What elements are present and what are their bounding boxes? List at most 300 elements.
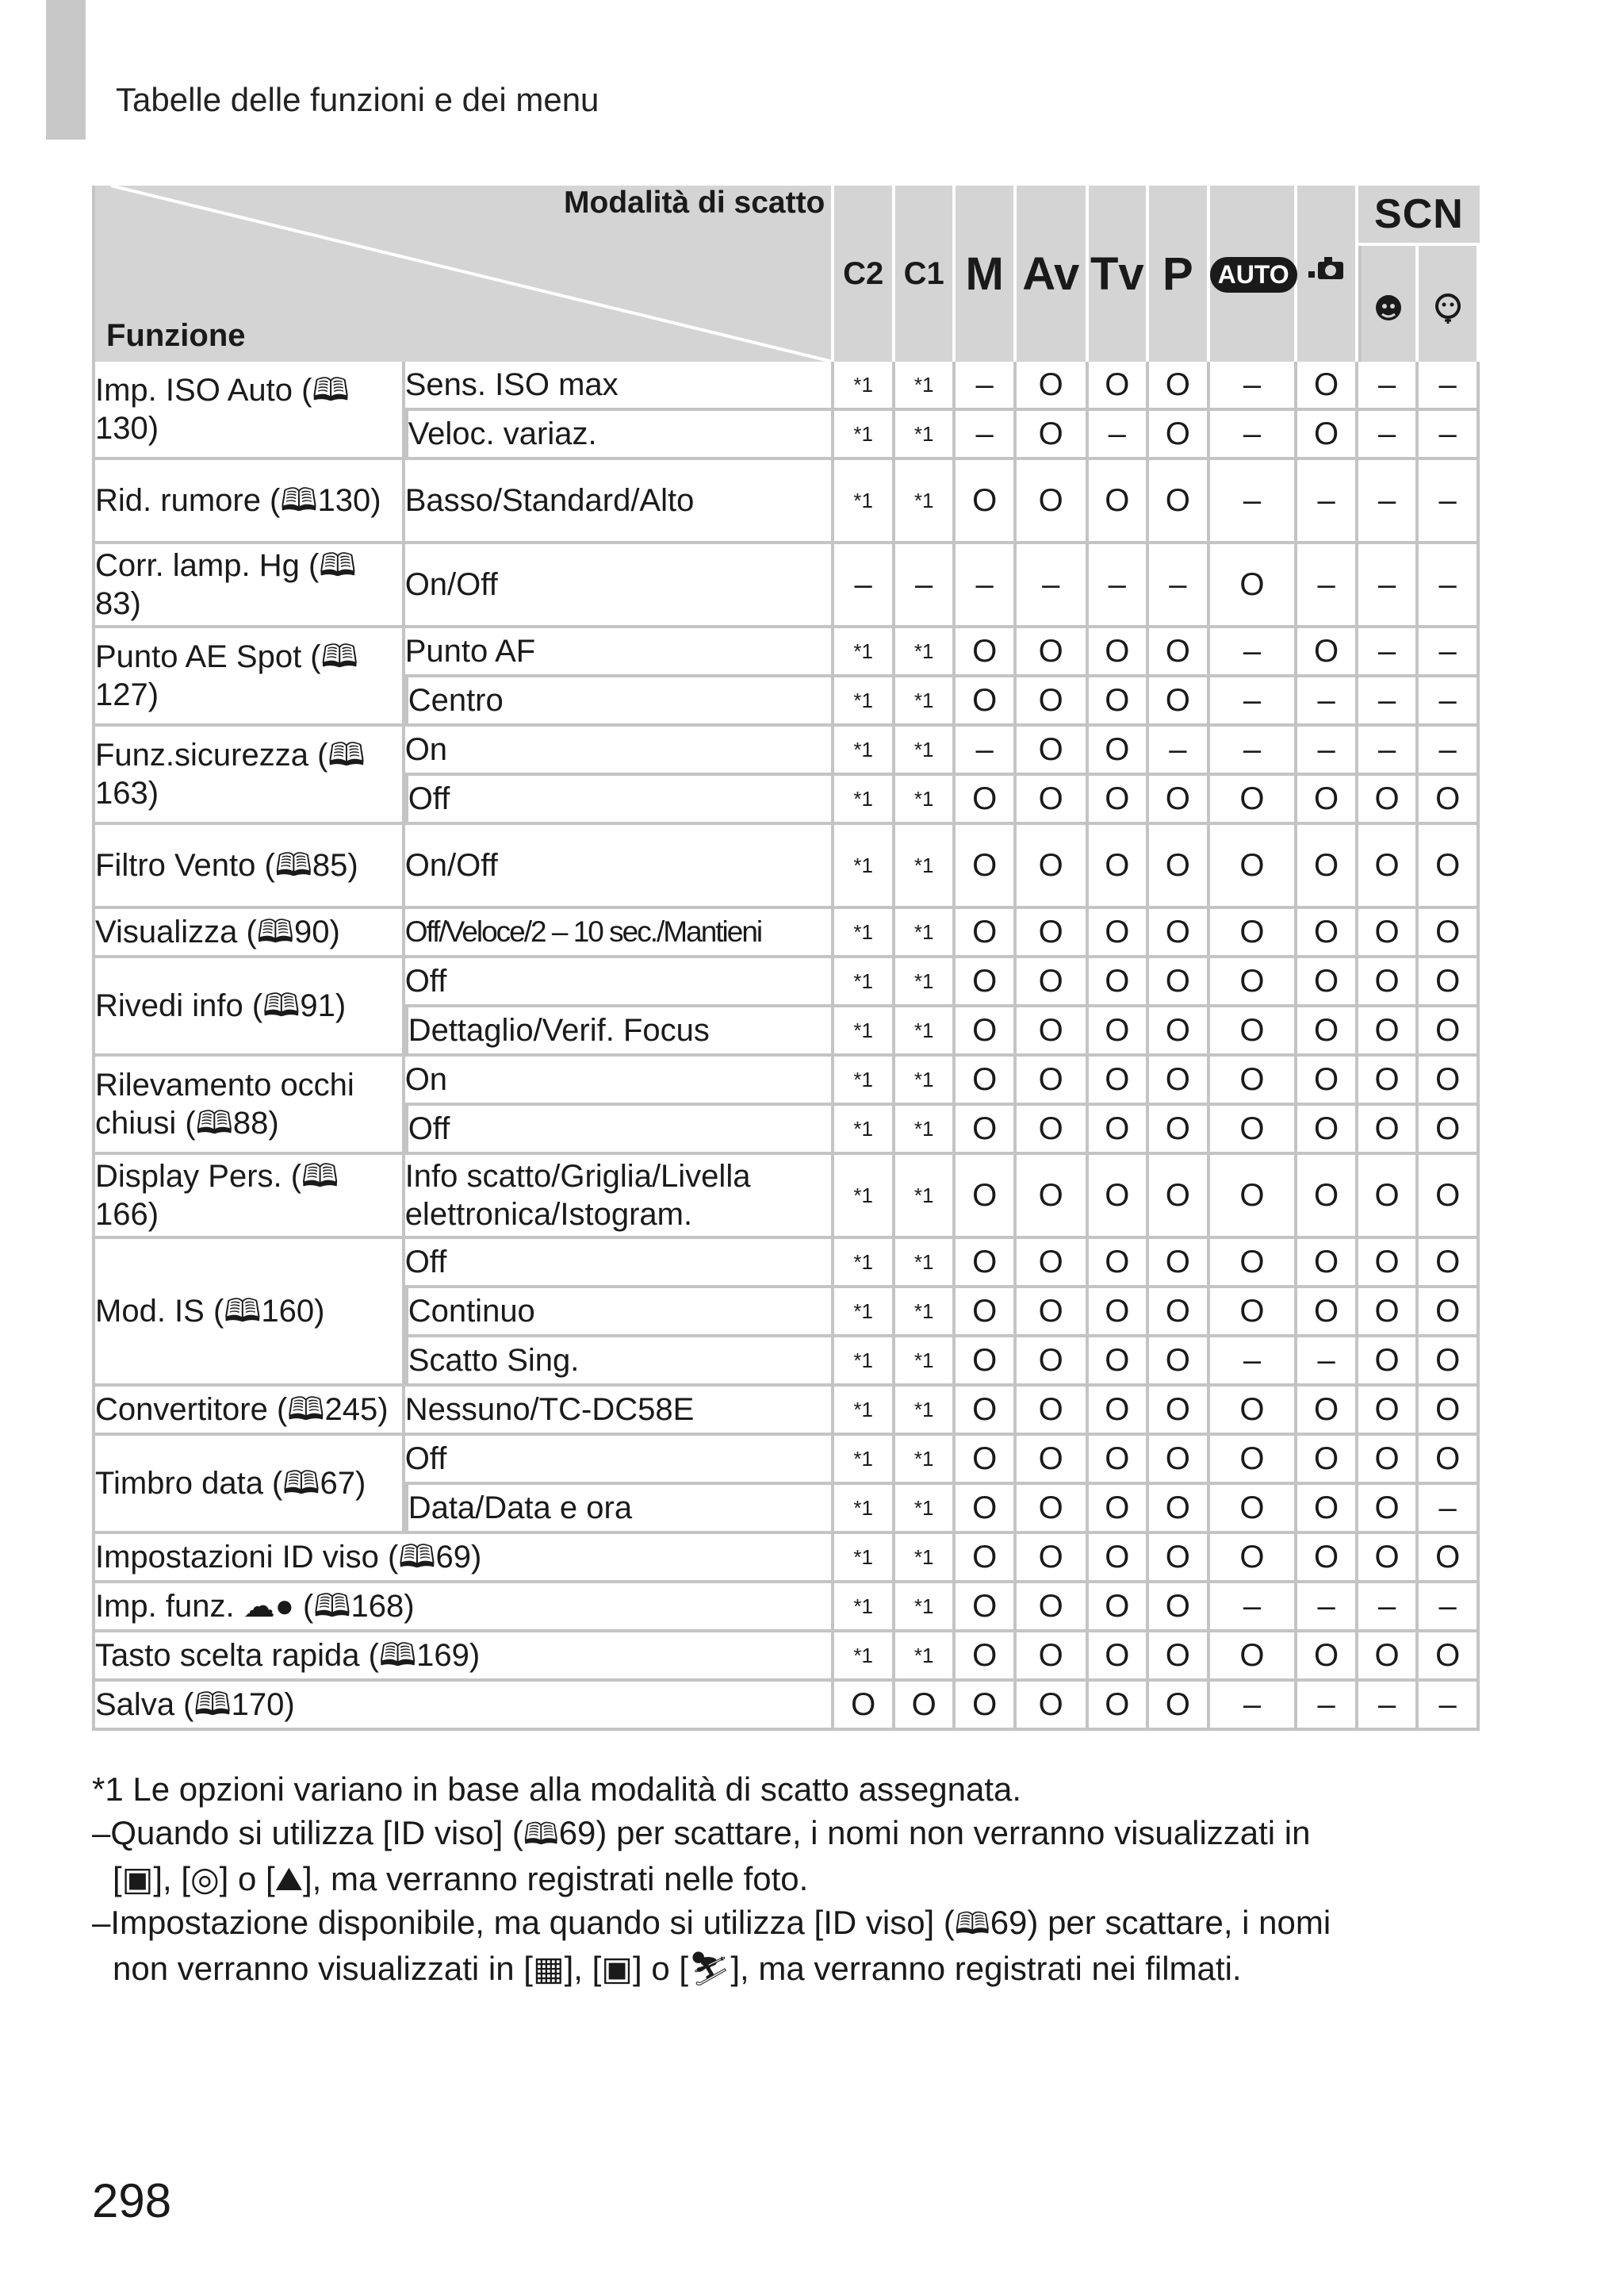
availability-cell: – [1210, 1682, 1298, 1731]
setting-cell: Nessuno/TC-DC58E [405, 1387, 835, 1436]
availability-cell: O [956, 1007, 1017, 1057]
mode-tv-header: Tv [1089, 186, 1150, 362]
function-cell: Convertitore (🕮245) [92, 1387, 405, 1436]
function-table [92, 186, 1480, 1731]
shooting-mode-label: Modalità di scatto [564, 186, 825, 220]
availability-cell: O [1297, 628, 1358, 677]
availability-cell: O [1149, 1106, 1210, 1155]
availability-cell: O [1149, 909, 1210, 958]
availability-cell: O [1149, 362, 1210, 411]
availability-cell: O [956, 1239, 1017, 1288]
availability-cell: O [1210, 1632, 1298, 1682]
function-cell: Imp. funz. ☁● (🕮168) [92, 1583, 834, 1632]
function-cell: Salva (🕮170) [92, 1682, 834, 1731]
availability-cell: O [1297, 1387, 1358, 1436]
availability-cell: O [1419, 1632, 1480, 1682]
table-row [92, 1057, 1480, 1106]
mode-m-header: M [956, 186, 1017, 362]
availability-cell: O [1149, 1485, 1210, 1534]
availability-cell: O [1358, 958, 1419, 1007]
table-row [92, 909, 1480, 958]
availability-cell: *1 [895, 1436, 956, 1485]
function-label: Funzione [106, 318, 246, 353]
availability-cell: – [1358, 460, 1419, 544]
availability-cell: O [1149, 1682, 1210, 1731]
availability-cell: O [1149, 958, 1210, 1007]
availability-cell: O [1419, 1436, 1480, 1485]
availability-cell: – [1419, 628, 1480, 677]
availability-cell: O [1210, 1485, 1298, 1534]
availability-cell: O [1419, 1534, 1480, 1583]
availability-cell: O [1017, 776, 1089, 825]
availability-cell: O [1149, 1337, 1210, 1387]
availability-cell: O [1419, 909, 1480, 958]
availability-cell: *1 [834, 628, 895, 677]
availability-cell: O [1089, 776, 1150, 825]
availability-cell: – [1297, 460, 1358, 544]
availability-cell: O [956, 1534, 1017, 1583]
availability-cell: O [1017, 1106, 1089, 1155]
availability-cell: *1 [834, 362, 895, 411]
availability-cell: O [1297, 1632, 1358, 1682]
availability-cell: O [956, 1057, 1017, 1106]
availability-cell: O [1210, 544, 1298, 628]
availability-cell: – [1210, 677, 1298, 727]
availability-cell: O [1358, 1155, 1419, 1239]
availability-cell: – [1297, 1583, 1358, 1632]
availability-cell: O [1210, 1288, 1298, 1337]
availability-cell: O [956, 1632, 1017, 1682]
availability-cell: O [1297, 776, 1358, 825]
availability-cell: O [895, 1682, 956, 1731]
availability-cell: O [1210, 1106, 1298, 1155]
availability-cell: O [1089, 1583, 1150, 1632]
availability-cell: O [1149, 677, 1210, 727]
availability-cell: – [1210, 460, 1298, 544]
availability-cell: *1 [895, 628, 956, 677]
availability-cell: *1 [895, 1583, 956, 1632]
availability-cell: *1 [895, 1632, 956, 1682]
availability-cell: *1 [895, 1534, 956, 1583]
setting-cell: Basso/Standard/Alto [405, 460, 835, 544]
availability-cell: O [1297, 362, 1358, 411]
setting-cell: Scatto Sing. [405, 1337, 835, 1387]
availability-cell: O [1358, 1387, 1419, 1436]
availability-cell: – [1419, 411, 1480, 460]
footnote-2: –Quando si utilizza [ID viso] (🕮69) per scattare, i nomi non verranno visualizzati in [92, 1811, 1519, 1857]
availability-cell: – [1419, 362, 1480, 411]
camera-mode-icon [1307, 252, 1346, 284]
function-cell: Punto AE Spot (🕮127) [92, 628, 405, 727]
availability-cell: O [1358, 1007, 1419, 1057]
availability-cell: – [956, 727, 1017, 776]
setting-cell: On [405, 727, 835, 776]
availability-cell: *1 [834, 1485, 895, 1534]
availability-cell: – [1089, 544, 1150, 628]
availability-cell: *1 [834, 1288, 895, 1337]
availability-cell: *1 [834, 460, 895, 544]
function-cell: Corr. lamp. Hg (🕮83) [92, 544, 405, 628]
mode-auto-header [1210, 186, 1298, 362]
availability-cell: – [1297, 727, 1358, 776]
function-cell: Funz.sicurezza (🕮163) [92, 727, 405, 825]
availability-cell: O [1297, 411, 1358, 460]
availability-cell: – [1419, 460, 1480, 544]
availability-cell: O [1089, 1239, 1150, 1288]
availability-cell: O [1419, 1239, 1480, 1288]
availability-cell: *1 [834, 1239, 895, 1288]
availability-cell: *1 [834, 825, 895, 909]
availability-cell: *1 [895, 1007, 956, 1057]
availability-cell: O [1210, 776, 1298, 825]
availability-cell: O [1149, 1632, 1210, 1682]
availability-cell: O [1297, 1057, 1358, 1106]
availability-cell: *1 [895, 1337, 956, 1387]
availability-cell: O [1089, 460, 1150, 544]
availability-cell: O [1210, 1239, 1298, 1288]
table-row [92, 825, 1480, 909]
section-tab [46, 0, 86, 140]
availability-cell: – [834, 544, 895, 628]
availability-cell: – [1210, 727, 1298, 776]
availability-cell: O [1210, 1387, 1298, 1436]
availability-cell: – [1358, 411, 1419, 460]
availability-cell: O [1358, 776, 1419, 825]
availability-cell: *1 [834, 1387, 895, 1436]
availability-cell: O [1419, 1057, 1480, 1106]
table-row [92, 628, 1480, 677]
availability-cell: O [1210, 909, 1298, 958]
table-row [92, 460, 1480, 544]
availability-cell: – [1149, 727, 1210, 776]
table-row [92, 1239, 1480, 1288]
availability-cell: *1 [895, 1155, 956, 1239]
table-row [92, 544, 1480, 628]
availability-cell: *1 [834, 1436, 895, 1485]
table-row [92, 958, 1480, 1007]
availability-cell: O [1358, 1057, 1419, 1106]
availability-cell: *1 [895, 727, 956, 776]
availability-cell: O [1017, 628, 1089, 677]
availability-cell: – [1297, 1337, 1358, 1387]
table-row [92, 1682, 1480, 1731]
setting-cell: Off [405, 776, 835, 825]
setting-cell: Off [405, 1436, 835, 1485]
availability-cell: *1 [834, 1057, 895, 1106]
availability-cell: O [1149, 1583, 1210, 1632]
availability-cell: O [1358, 1337, 1419, 1387]
availability-cell: O [956, 1436, 1017, 1485]
availability-cell: O [1149, 1057, 1210, 1106]
availability-cell: O [1089, 362, 1150, 411]
availability-cell: O [1297, 958, 1358, 1007]
availability-cell: O [1017, 1583, 1089, 1632]
availability-cell: O [1149, 1155, 1210, 1239]
availability-cell: O [956, 1337, 1017, 1387]
availability-cell: O [1149, 825, 1210, 909]
availability-cell: – [1089, 411, 1150, 460]
availability-cell: O [956, 1682, 1017, 1731]
setting-cell: Off [405, 958, 835, 1007]
table-row [92, 1387, 1480, 1436]
availability-cell: O [1089, 1057, 1150, 1106]
setting-cell: Sens. ISO max [405, 362, 835, 411]
mode-c2-header: C2 [834, 186, 895, 362]
availability-cell: *1 [834, 909, 895, 958]
availability-cell: – [1358, 1682, 1419, 1731]
availability-cell: O [1358, 1288, 1419, 1337]
availability-cell: O [1419, 958, 1480, 1007]
availability-cell: O [1017, 362, 1089, 411]
availability-cell: O [1358, 1106, 1419, 1155]
availability-cell: O [1017, 727, 1089, 776]
availability-cell: – [1210, 1337, 1298, 1387]
availability-cell: O [1297, 1288, 1358, 1337]
availability-cell: O [1017, 1534, 1089, 1583]
availability-cell: O [1017, 1682, 1089, 1731]
availability-cell: *1 [834, 1007, 895, 1057]
availability-cell: *1 [895, 776, 956, 825]
setting-cell: On/Off [405, 825, 835, 909]
availability-cell: O [1210, 1436, 1298, 1485]
function-cell: Rilevamento occhi chiusi (🕮88) [92, 1057, 405, 1155]
availability-cell: O [1017, 677, 1089, 727]
availability-cell: O [1297, 1106, 1358, 1155]
availability-cell: O [1149, 411, 1210, 460]
table-row [92, 1632, 1480, 1682]
availability-cell: – [1419, 1682, 1480, 1731]
availability-cell: *1 [895, 909, 956, 958]
availability-cell: O [1358, 1534, 1419, 1583]
availability-cell: O [1017, 460, 1089, 544]
function-cell: Rid. rumore (🕮130) [92, 460, 405, 544]
availability-cell: O [1089, 1288, 1150, 1337]
availability-cell: O [1210, 825, 1298, 909]
availability-cell: O [1297, 825, 1358, 909]
availability-cell: O [1017, 1387, 1089, 1436]
availability-cell: – [956, 411, 1017, 460]
availability-cell: *1 [834, 1534, 895, 1583]
availability-cell: – [1297, 1682, 1358, 1731]
availability-cell: – [1297, 677, 1358, 727]
availability-cell: O [1149, 1239, 1210, 1288]
availability-cell: *1 [834, 411, 895, 460]
availability-cell: *1 [895, 825, 956, 909]
availability-cell: O [956, 776, 1017, 825]
availability-cell: – [1358, 362, 1419, 411]
auto-icon: AUTO [1210, 257, 1297, 293]
availability-cell: O [1210, 1057, 1298, 1106]
availability-cell: – [1210, 362, 1298, 411]
table-row [92, 1583, 1480, 1632]
availability-cell: O [1089, 727, 1150, 776]
availability-cell: *1 [895, 1239, 956, 1288]
availability-cell: O [1358, 909, 1419, 958]
availability-cell: O [1089, 1682, 1150, 1731]
availability-cell: O [1089, 1436, 1150, 1485]
availability-cell: O [1017, 1007, 1089, 1057]
page-number: 298 [92, 2174, 172, 2227]
availability-cell: O [1419, 1106, 1480, 1155]
availability-cell: O [1297, 1155, 1358, 1239]
availability-cell: – [1210, 628, 1298, 677]
availability-cell: O [956, 1288, 1017, 1337]
availability-cell: O [1089, 1485, 1150, 1534]
availability-cell: O [956, 1485, 1017, 1534]
availability-cell: – [1419, 1485, 1480, 1534]
availability-cell: O [1297, 1436, 1358, 1485]
availability-cell: – [1358, 544, 1419, 628]
availability-cell: *1 [834, 727, 895, 776]
function-cell: Filtro Vento (🕮85) [92, 825, 405, 909]
availability-cell: O [1149, 776, 1210, 825]
availability-cell: – [1358, 727, 1419, 776]
availability-cell: O [1358, 1436, 1419, 1485]
table-row [92, 362, 1480, 411]
availability-cell: – [895, 544, 956, 628]
footnote-3-cont: non verranno visualizzati in [▦], [▣] o [⛷], ma verranno registrati nei filmati. [113, 1950, 1242, 1987]
availability-cell: O [1297, 909, 1358, 958]
availability-cell: O [1149, 460, 1210, 544]
availability-cell: O [1149, 1436, 1210, 1485]
availability-cell: *1 [895, 1387, 956, 1436]
availability-cell: O [1017, 1239, 1089, 1288]
availability-cell: – [1210, 411, 1298, 460]
function-cell: Imp. ISO Auto (🕮130) [92, 362, 405, 460]
portrait-icon [1373, 290, 1404, 325]
table-row [92, 1436, 1480, 1485]
availability-cell: O [956, 1387, 1017, 1436]
availability-cell: O [1358, 1632, 1419, 1682]
availability-cell: O [1017, 909, 1089, 958]
setting-cell: On [405, 1057, 835, 1106]
availability-cell: – [1358, 1583, 1419, 1632]
setting-cell: Centro [405, 677, 835, 727]
availability-cell: O [956, 628, 1017, 677]
availability-cell: O [1089, 1007, 1150, 1057]
availability-cell: *1 [895, 460, 956, 544]
availability-cell: O [956, 958, 1017, 1007]
availability-cell: *1 [834, 1337, 895, 1387]
availability-cell: *1 [895, 677, 956, 727]
function-cell: Visualizza (🕮90) [92, 909, 405, 958]
scn-header: SCN [1358, 186, 1480, 246]
availability-cell: O [1149, 1288, 1210, 1337]
setting-cell: On/Off [405, 544, 835, 628]
availability-cell: O [1419, 825, 1480, 909]
availability-cell: O [1089, 958, 1150, 1007]
function-cell: Tasto scelta rapida (🕮169) [92, 1632, 834, 1682]
availability-cell: *1 [834, 677, 895, 727]
availability-cell: O [1419, 1288, 1480, 1337]
availability-cell: O [1017, 1485, 1089, 1534]
availability-cell: O [956, 1155, 1017, 1239]
setting-cell: Veloc. variaz. [405, 411, 835, 460]
availability-cell: *1 [834, 1583, 895, 1632]
availability-cell: O [1017, 1155, 1089, 1239]
availability-cell: O [834, 1682, 895, 1731]
mode-camera-header [1297, 186, 1358, 362]
scn-portrait-plus-header [1419, 246, 1480, 362]
availability-cell: O [1089, 909, 1150, 958]
function-cell: Timbro data (🕮67) [92, 1436, 405, 1534]
footnote-2-cont: [▣], [◎] o [⛰], ma verranno registrati nelle foto. [113, 1860, 809, 1897]
availability-cell: O [1089, 628, 1150, 677]
availability-cell: O [1358, 825, 1419, 909]
availability-cell: O [1149, 1534, 1210, 1583]
availability-cell: – [1210, 1583, 1298, 1632]
availability-cell: *1 [834, 1155, 895, 1239]
availability-cell: O [1210, 958, 1298, 1007]
availability-cell: O [1089, 1106, 1150, 1155]
availability-cell: O [1089, 1337, 1150, 1387]
availability-cell: O [1210, 1155, 1298, 1239]
availability-cell: *1 [834, 1106, 895, 1155]
setting-cell: Info scatto/Griglia/Livella elettronica/Istogram. [405, 1155, 835, 1239]
availability-cell: O [1017, 1057, 1089, 1106]
availability-cell: O [1358, 1485, 1419, 1534]
availability-cell: – [1358, 677, 1419, 727]
availability-cell: – [1358, 628, 1419, 677]
availability-cell: *1 [895, 1288, 956, 1337]
availability-cell: O [1089, 1387, 1150, 1436]
availability-cell: O [956, 825, 1017, 909]
mode-c1-header: C1 [895, 186, 956, 362]
availability-cell: – [1149, 544, 1210, 628]
function-cell: Impostazioni ID viso (🕮69) [92, 1534, 834, 1583]
availability-cell: O [1297, 1239, 1358, 1288]
availability-cell: O [1017, 1436, 1089, 1485]
availability-cell: O [1089, 677, 1150, 727]
availability-cell: – [1419, 727, 1480, 776]
setting-cell: Off [405, 1106, 835, 1155]
availability-cell: O [1419, 1387, 1480, 1436]
availability-cell: O [1210, 1534, 1298, 1583]
availability-cell: O [1149, 628, 1210, 677]
availability-cell: O [956, 1583, 1017, 1632]
function-table-wrapper [92, 186, 1480, 1731]
availability-cell: O [1149, 1387, 1210, 1436]
availability-cell: O [956, 1106, 1017, 1155]
availability-cell: *1 [895, 958, 956, 1007]
availability-cell: O [1149, 1007, 1210, 1057]
table-row [92, 1155, 1480, 1239]
availability-cell: O [1017, 958, 1089, 1007]
running-title: Tabelle delle funzioni e dei menu [116, 81, 599, 118]
availability-cell: – [1419, 544, 1480, 628]
availability-cell: O [1297, 1534, 1358, 1583]
availability-cell: O [1017, 825, 1089, 909]
function-cell: Mod. IS (🕮160) [92, 1239, 405, 1387]
table-row [92, 727, 1480, 776]
book-ref-icon: 🕮 [523, 1818, 559, 1851]
availability-cell: O [1210, 1007, 1298, 1057]
availability-cell: O [1419, 1155, 1480, 1239]
availability-cell: – [1017, 544, 1089, 628]
availability-cell: – [1419, 677, 1480, 727]
footnote-3: –Impostazione disponibile, ma quando si utilizza [ID viso] (🕮69) per scattare, i nomi [92, 1901, 1519, 1947]
availability-cell: *1 [834, 1632, 895, 1682]
availability-cell: O [1017, 1337, 1089, 1387]
availability-cell: *1 [895, 362, 956, 411]
setting-cell: Punto AF [405, 628, 835, 677]
setting-cell: Continuo [405, 1288, 835, 1337]
availability-cell: *1 [834, 958, 895, 1007]
availability-cell: O [1017, 411, 1089, 460]
availability-cell: – [956, 544, 1017, 628]
setting-cell: Data/Data e ora [405, 1485, 835, 1534]
setting-cell: Dettaglio/Verif. Focus [405, 1007, 835, 1057]
